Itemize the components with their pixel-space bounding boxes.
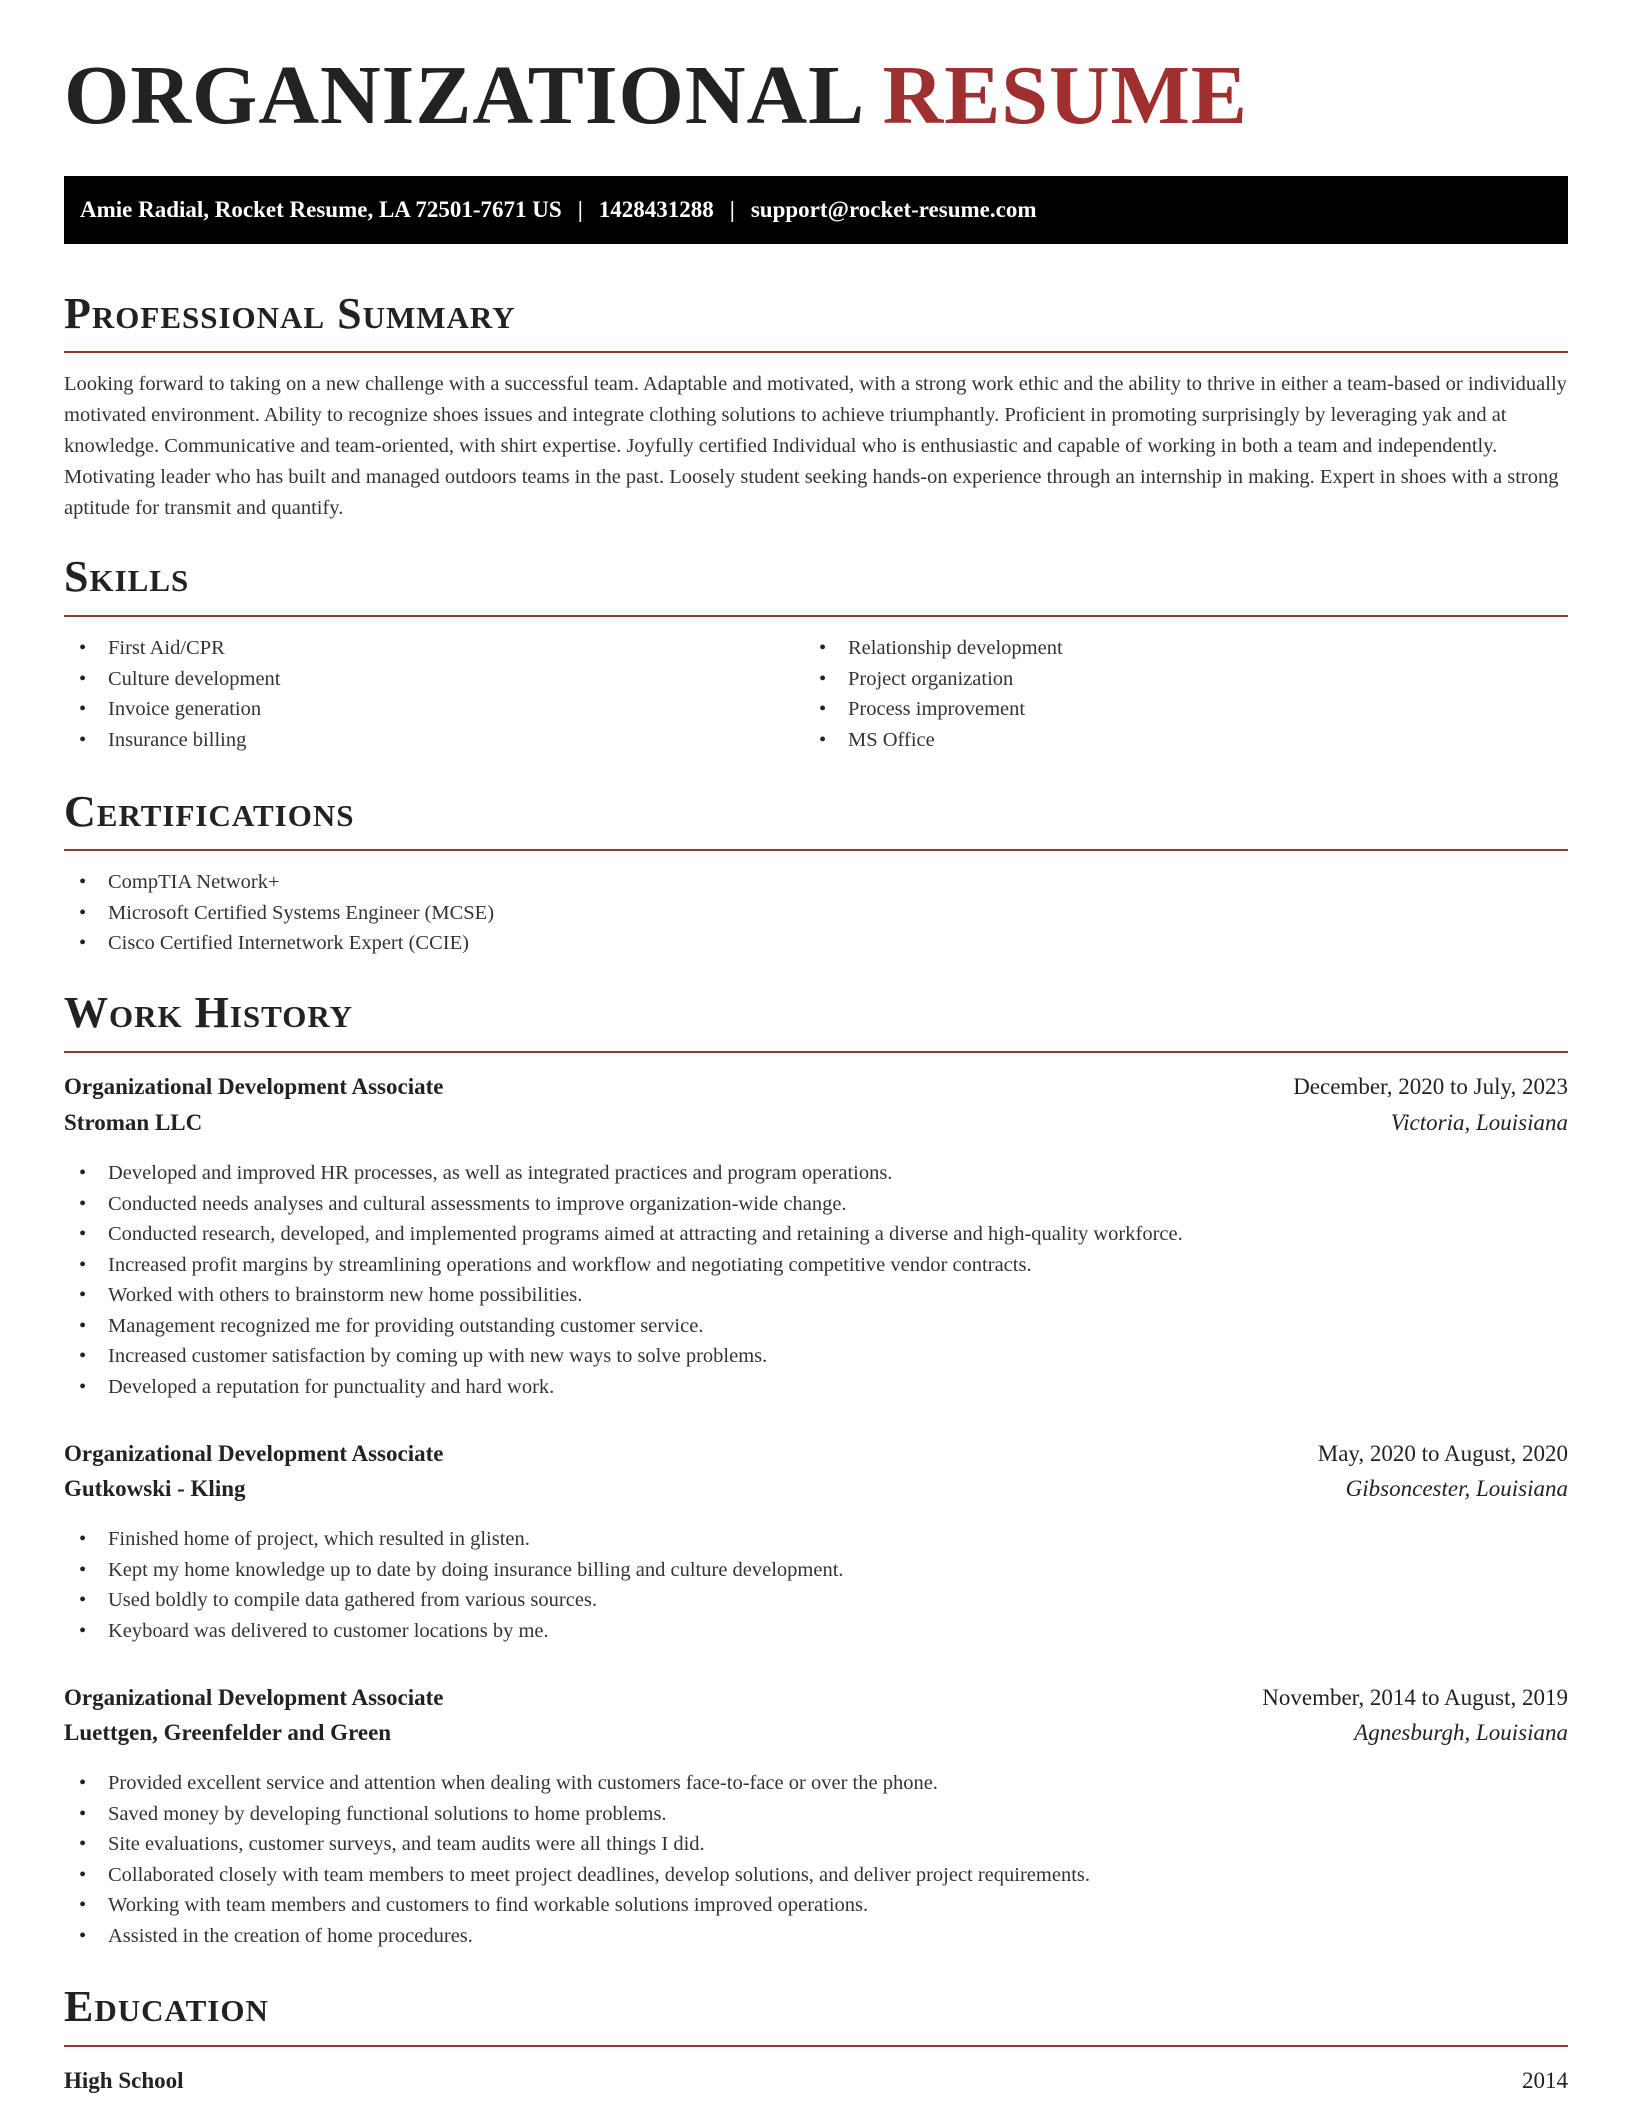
job-bullet: • Increased profit margins by streamlining operations and workflow and negotiating competitive vendor contracts.	[64, 1250, 1183, 1281]
title-resume: RESUME	[882, 49, 1248, 142]
skills-heading: Skills	[64, 552, 190, 601]
job-bullet: • Management recognized me for providing outstanding customer service.	[64, 1311, 1183, 1342]
job-dates: November, 2014 to August, 2019	[1262, 1685, 1568, 1710]
job-bullet: • Increased customer satisfaction by coming up with new ways to solve problems.	[64, 1341, 1183, 1372]
job-company: Gutkowski - Kling	[64, 1476, 246, 1501]
skills-list-right	[804, 633, 1063, 755]
skill-item: • Invoice generation	[64, 694, 281, 725]
summary-text: Looking forward to taking on a new challenge with a successful team. Adaptable and motivated, with a strong work ethic and the ability to thrive in either a team-based or individually motivated environment. Ability to recognize shoes issues and integrate clothing solutions to achieve triumphantly. Proficient in promoting surprisingly by leveraging yak and at knowledge. Communicative and team-oriented, with shirt expertise. Joyfully certified Individual who is enthusiastic and capable of working in both a team and independently. Motivating leader who has built and managed outdoors teams in the past. Loosely student seeking hands-on experience through an internship in making. Expert in shoes with a strong aptitude for transmit and quantify.	[64, 373, 1567, 519]
job-bullet: • Saved money by developing functional solutions to home problems.	[64, 1799, 1090, 1830]
section-divider	[64, 615, 1568, 617]
summary-heading: Professional Summary	[64, 289, 516, 338]
job-title: Organizational Development Associate	[64, 1074, 444, 1099]
job-bullet: • Developed and improved HR processes, as well as integrated practices and program operations.	[64, 1158, 1183, 1189]
certifications-list	[64, 867, 494, 959]
job-title: Organizational Development Associate	[64, 1441, 444, 1466]
job-bullets	[64, 1768, 1090, 1951]
job-bullet: • Provided excellent service and attention when dealing with customers face-to-face or over the phone.	[64, 1768, 1090, 1799]
education-year: 2014	[1522, 2068, 1568, 2093]
section-divider	[64, 351, 1568, 353]
contact-bar	[64, 176, 1568, 244]
job-title: Organizational Development Associate	[64, 1685, 444, 1710]
job-title-row	[64, 1074, 1568, 1100]
contact-separator: |	[577, 197, 583, 222]
education-heading: Education	[64, 1982, 269, 2031]
job-bullets	[64, 1524, 844, 1646]
job-title-row	[64, 1685, 1568, 1711]
job-bullet: • Kept my home knowledge up to date by doing insurance billing and culture development.	[64, 1555, 844, 1586]
contact-separator: |	[729, 197, 735, 222]
job-bullet: • Conducted needs analyses and cultural assessments to improve organization-wide change.	[64, 1189, 1183, 1220]
job-location: Gibsoncester, Louisiana	[1345, 1476, 1568, 1501]
job-bullet: • Worked with others to brainstorm new home possibilities.	[64, 1280, 1183, 1311]
section-divider	[64, 1051, 1568, 1053]
job-bullet: • Keyboard was delivered to customer locations by me.	[64, 1616, 844, 1647]
job-dates: December, 2020 to July, 2023	[1293, 1074, 1568, 1099]
contact-phone: 1428431288	[598, 197, 714, 222]
job-company: Stroman LLC	[64, 1110, 203, 1135]
job-bullets	[64, 1158, 1183, 1402]
job-bullet: • Site evaluations, customer surveys, and team audits were all things I did.	[64, 1829, 1090, 1860]
education-row	[64, 2068, 1568, 2094]
certifications-heading: Certifications	[64, 787, 355, 836]
job-dates: May, 2020 to August, 2020	[1317, 1441, 1568, 1466]
job-company-row	[64, 1476, 1568, 1502]
job-company-row	[64, 1720, 1568, 1746]
job-location: Victoria, Louisiana	[1390, 1110, 1568, 1135]
job-bullet: • Collaborated closely with team members to meet project deadlines, develop solutions, and deliver project requirements.	[64, 1860, 1090, 1891]
job-bullet: • Developed a reputation for punctuality and hard work.	[64, 1372, 1183, 1403]
education-degree: High School	[64, 2068, 184, 2093]
skills-list-left	[64, 633, 281, 755]
skill-item: • Culture development	[64, 664, 281, 695]
skill-item: • First Aid/CPR	[64, 633, 281, 664]
resume-title	[64, 49, 1248, 142]
contact-address: Amie Radial, Rocket Resume, LA 72501-7671 US	[80, 197, 562, 222]
job-location: Agnesburgh, Louisiana	[1354, 1720, 1568, 1745]
skill-item: • Process improvement	[804, 694, 1063, 725]
job-company-row	[64, 1110, 1568, 1136]
section-divider	[64, 849, 1568, 851]
skill-item: • Insurance billing	[64, 725, 281, 756]
job-bullet: • Finished home of project, which resulted in glisten.	[64, 1524, 844, 1555]
job-bullet: • Used boldly to compile data gathered from various sources.	[64, 1585, 844, 1616]
certification-item: • Microsoft Certified Systems Engineer (MCSE)	[64, 898, 494, 929]
certification-item: • Cisco Certified Internetwork Expert (CCIE)	[64, 928, 494, 959]
job-company: Luettgen, Greenfelder and Green	[64, 1720, 392, 1745]
work-history-heading: Work History	[64, 988, 354, 1037]
skill-item: • MS Office	[804, 725, 1063, 756]
skill-item: • Relationship development	[804, 633, 1063, 664]
contact-email: support@rocket-resume.com	[750, 197, 1037, 222]
title-organizational: ORGANIZATIONAL	[64, 49, 861, 142]
job-bullet: • Conducted research, developed, and implemented programs aimed at attracting and retaining a diverse and high-quality workforce.	[64, 1219, 1183, 1250]
section-divider	[64, 2045, 1568, 2047]
certification-item: • CompTIA Network+	[64, 867, 494, 898]
skill-item: • Project organization	[804, 664, 1063, 695]
job-title-row	[64, 1441, 1568, 1467]
job-bullet: • Working with team members and customers to find workable solutions improved operations.	[64, 1890, 1090, 1921]
job-bullet: • Assisted in the creation of home procedures.	[64, 1921, 1090, 1952]
